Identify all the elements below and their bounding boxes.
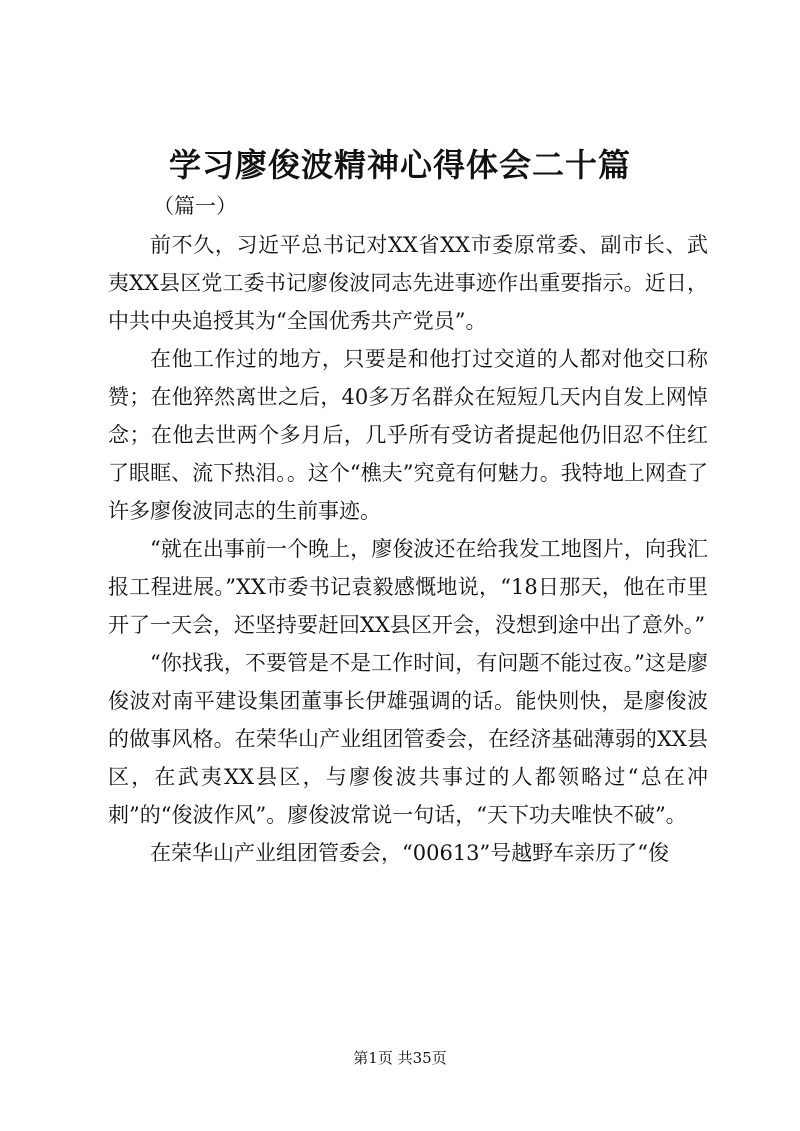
paragraph: 在荣华山产业组团管委会，“00613”号越野车亲历了“俊 <box>150 841 670 865</box>
paragraph: “你找我，不要管是不是工作时间，有问题不能过夜。”这是廖俊波对南平建设集团董事长伊雄强调的话。能快则快，是廖俊波的做事风格。在荣华山产业组团管委会，在经济基础薄弱的XX县区，在武夷XX县区，与廖俊波共事过的人都领略过“总在冲刺”的“俊波作风”。廖俊波常说一句话，“天下功夫唯快不破”。 <box>108 651 708 827</box>
paragraph: “就在出事前一个晚上，廖俊波还在给我发工地图片，向我汇报工程进展。”XX市委书记袁毅感慨地说，“18日那天，他在市里开了一天会，还坚持要赶回XX县区开会，没想到途中出了意外。” <box>108 537 708 637</box>
page-number-footer: 第1页 共35页 <box>353 1049 447 1067</box>
paragraph: 前不久，习近平总书记对XX省XX市委原常委、副市长、武夷XX县区党工委书记廖俊波同志先进事迹作出重要指示。近日，中共中央追授其为“全国优秀共产党员”。 <box>108 233 708 333</box>
document-body <box>108 226 708 872</box>
paragraph: 在他工作过的地方，只要是和他打过交道的人都对他交口称赞；在他猝然离世之后，40多万名群众在短短几天内自发上网悼念；在他去世两个多月后，几乎所有受访者提起他仍旧忍不住红了眼眶、流下热泪。。这个“樵夫”究竟有何魅力。我特地上网查了许多廖俊波同志的生前事迹。 <box>108 347 708 523</box>
section-label: （篇一） <box>153 194 237 218</box>
document-title: 学习廖俊波精神心得体会二十篇 <box>168 146 631 184</box>
